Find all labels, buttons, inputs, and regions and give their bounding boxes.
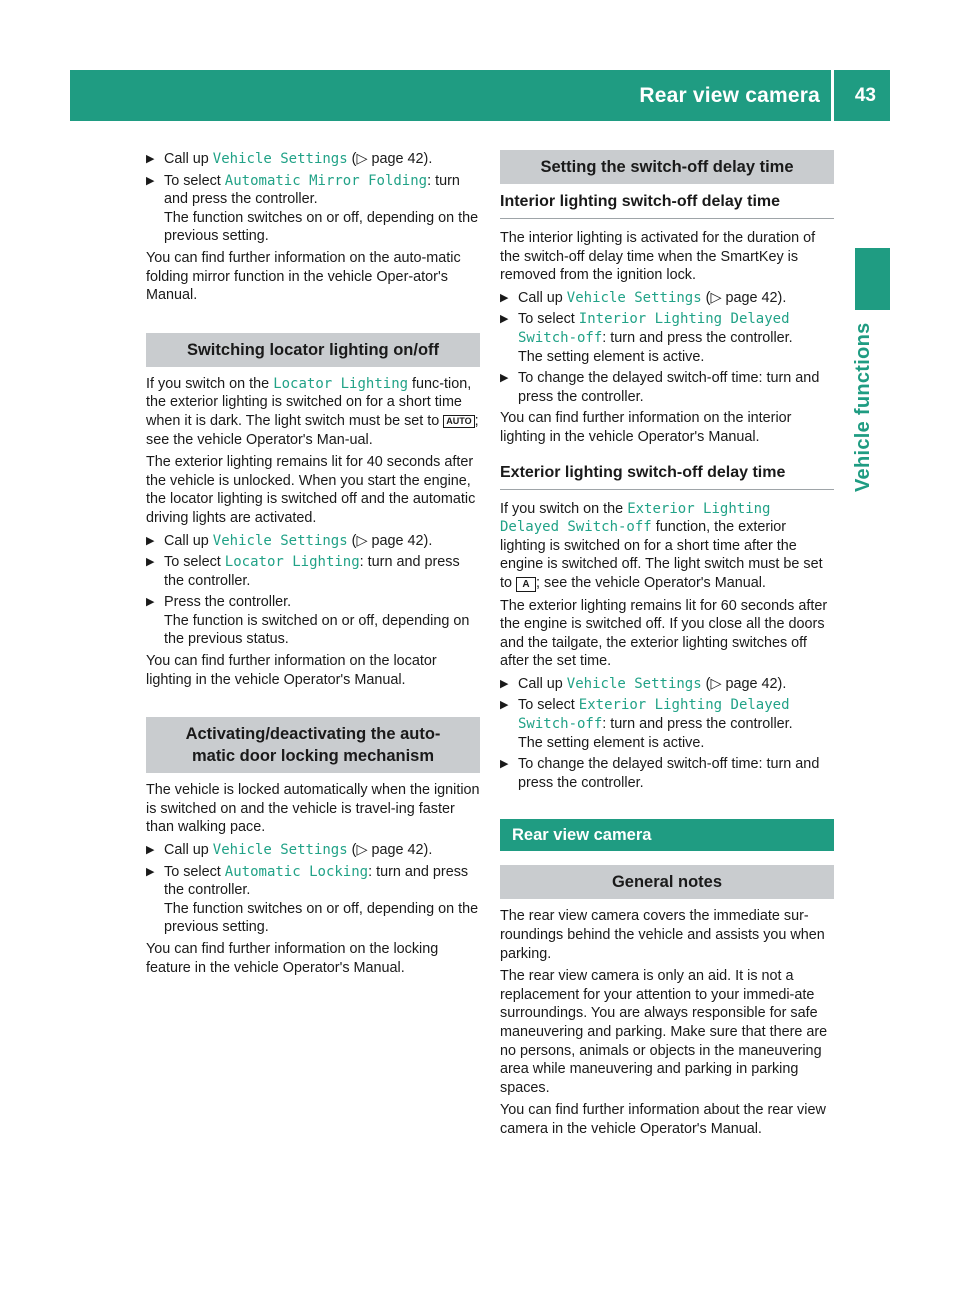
page-reference: (▷ page 42). — [347, 532, 433, 549]
arrow-icon: ▶ — [500, 291, 509, 304]
step-text: To change the delayed switch-off time: turn and press the controller. — [518, 756, 820, 791]
paragraph: The vehicle is locked automatically when the ignition is switched on and the vehicle is travel-ing faster than walking pace. — [146, 782, 480, 836]
paragraph-text: ; see the vehicle Operator's Manual. — [536, 574, 766, 591]
header-divider — [831, 70, 834, 121]
paragraph-text: If you switch on the — [146, 375, 274, 392]
instruction-step — [146, 532, 480, 551]
page-number: 43 — [854, 85, 876, 106]
arrow-icon: ▶ — [146, 844, 155, 857]
heading-line: matic door locking mechanism — [191, 747, 435, 766]
paragraph-text: ; see the vehicle Operator's Man-ual. — [146, 412, 479, 448]
step-result: The function switches on or off, depending on the previous setting. — [164, 900, 479, 936]
instruction-step — [146, 841, 480, 860]
step-text: Press the controller. — [164, 594, 292, 611]
paragraph: You can find further information on the locator lighting in the vehicle Operator's Manual. — [146, 653, 437, 688]
paragraph: You can find further information on the interior lighting in the vehicle Operator's Manual. — [500, 410, 792, 445]
paragraph — [146, 375, 480, 449]
paragraph: You can find further information on the locking feature in the vehicle Operator's Manual. — [146, 941, 439, 976]
arrow-icon: ▶ — [146, 556, 155, 569]
menu-item-vehicle-settings: Vehicle Settings — [566, 289, 702, 306]
menu-item-exterior-delay: Switch-off — [518, 716, 603, 733]
arrow-icon: ▶ — [146, 596, 155, 609]
section-heading-rear-view-camera: Rear view camera — [500, 819, 834, 851]
auto-light-icon: AUTO — [443, 415, 474, 428]
step-result: The setting element is active. — [518, 348, 705, 365]
page-reference: (▷ page 42). — [701, 289, 787, 306]
section-heading-delay: Setting the switch-off delay time — [500, 150, 834, 184]
page-reference: (▷ page 42). — [347, 151, 433, 167]
headlamp-auto-icon: A — [516, 577, 536, 592]
step-text: To select — [164, 172, 225, 189]
paragraph: The exterior lighting remains lit for 60 seconds after the engine is switched off. If you close all the doors and the tailgate, the exterior lighting switches off after the set time. — [500, 597, 828, 670]
step-text: To select — [518, 697, 579, 714]
heading-line: Activating/deactivating the auto- — [185, 725, 441, 744]
paragraph — [500, 500, 834, 593]
section-heading-locator: Switching locator lighting on/off — [146, 333, 480, 367]
menu-item-vehicle-settings: Vehicle Settings — [212, 151, 348, 167]
paragraph: The exterior lighting remains lit for 40 seconds after the vehicle is unlocked. When you start the engine, the locator lighting is switched off and the automatic driving lights are activated. — [146, 454, 476, 526]
step-result: The setting element is active. — [518, 734, 705, 751]
section-tab-marker — [855, 248, 890, 310]
arrow-icon: ▶ — [146, 153, 155, 165]
arrow-icon: ▶ — [146, 865, 155, 878]
instruction-step — [146, 593, 480, 649]
step-text: : turn and press the controller. — [602, 716, 793, 733]
step-text: To select — [164, 554, 225, 571]
instruction-step — [500, 675, 834, 694]
step-text: : turn and press the controller. — [164, 554, 460, 589]
step-text: Call up — [164, 532, 213, 549]
paragraph-text: function, the exterior lighting is switched on for a short time after the engine is switched off. The light switch must be set to — [500, 519, 823, 591]
section-heading-door-locking — [146, 717, 480, 773]
arrow-icon: ▶ — [500, 372, 509, 385]
paragraph: The interior lighting is activated for the duration of the switch-off delay time when the SmartKey is removed from the ignition lock. — [500, 230, 816, 284]
instruction-step — [146, 172, 480, 246]
step-text: Call up — [164, 842, 213, 859]
step-text: To change the delayed switch-off time: turn and press the controller. — [518, 370, 820, 405]
step-text: Call up — [518, 289, 567, 306]
menu-item-vehicle-settings: Vehicle Settings — [212, 532, 348, 549]
paragraph: You can find further information about the rear view camera in the vehicle Operator's Manual. — [500, 1102, 826, 1137]
section-heading-general-notes: General notes — [500, 865, 834, 899]
menu-item-automatic-mirror-folding: Automatic Mirror Folding — [224, 172, 428, 189]
instruction-step — [500, 755, 834, 792]
step-text: Call up — [518, 675, 567, 692]
right-column — [500, 150, 834, 1143]
menu-item-automatic-locking: Automatic Locking — [224, 863, 369, 880]
arrow-icon: ▶ — [146, 174, 155, 187]
instruction-step — [146, 553, 480, 590]
menu-item-interior-delay: Switch-off — [518, 329, 603, 346]
arrow-icon: ▶ — [500, 677, 509, 690]
paragraph: The rear view camera is only an aid. It is not a replacement for your attention to your immedi-ate surroundings. You are always responsible for safe maneuvering and parking. Make sure that there are no persons, animals or objects in the maneuvering area while maneuvering and parking in parking spaces. — [500, 968, 828, 1096]
menu-item-exterior-lighting: Delayed Switch-off — [500, 519, 652, 536]
arrow-icon: ▶ — [500, 313, 509, 326]
step-result: The function is switched on or off, depending on the previous status. — [164, 612, 470, 648]
menu-item-exterior-delay: Exterior Lighting Delayed — [578, 697, 790, 714]
section-tab-label: Vehicle functions — [852, 322, 874, 492]
header-title: Rear view camera — [639, 84, 820, 107]
instruction-step — [500, 696, 834, 752]
arrow-icon: ▶ — [146, 534, 155, 547]
page-reference: (▷ page 42). — [347, 842, 433, 859]
paragraph-text: func-tion, the exterior lighting is switched on for a short time when it is dark. The light switch must be set to — [146, 375, 472, 429]
menu-item-locator-lighting: Locator Lighting — [273, 375, 409, 392]
instruction-step — [146, 863, 480, 937]
step-text: : turn and press the controller. — [602, 329, 793, 346]
step-text: Call up — [164, 151, 213, 167]
step-text: To select — [518, 311, 579, 328]
menu-item-vehicle-settings: Vehicle Settings — [212, 842, 348, 859]
subheading-interior: Interior lighting switch-off delay time — [500, 192, 834, 219]
arrow-icon: ▶ — [500, 758, 509, 771]
page-reference: (▷ page 42). — [701, 675, 787, 692]
paragraph-text: If you switch on the — [500, 500, 628, 517]
instruction-step — [500, 369, 834, 406]
arrow-icon: ▶ — [500, 699, 509, 712]
step-text: To select — [164, 863, 225, 880]
instruction-step — [146, 150, 480, 169]
subheading-exterior: Exterior lighting switch-off delay time — [500, 463, 834, 490]
page-header — [70, 70, 890, 121]
menu-item-interior-delay: Interior Lighting Delayed — [578, 311, 790, 328]
step-text: : turn and press the controller. — [164, 863, 469, 899]
menu-item-exterior-lighting: Exterior Lighting — [627, 500, 771, 517]
paragraph: You can find further information on the auto-matic folding mirror function in the vehicle Oper-ator's Manual. — [146, 249, 461, 304]
instruction-step — [500, 289, 834, 308]
instruction-step — [500, 310, 834, 366]
menu-item-locator-lighting: Locator Lighting — [224, 554, 360, 571]
paragraph: The rear view camera covers the immediate sur-roundings behind the vehicle and assists you when parking. — [500, 908, 825, 962]
step-text: : turn and press the controller. — [164, 172, 460, 208]
left-column — [146, 150, 480, 981]
menu-item-vehicle-settings: Vehicle Settings — [566, 675, 702, 692]
step-result: The function switches on or off, depending on the previous setting. — [164, 209, 479, 245]
